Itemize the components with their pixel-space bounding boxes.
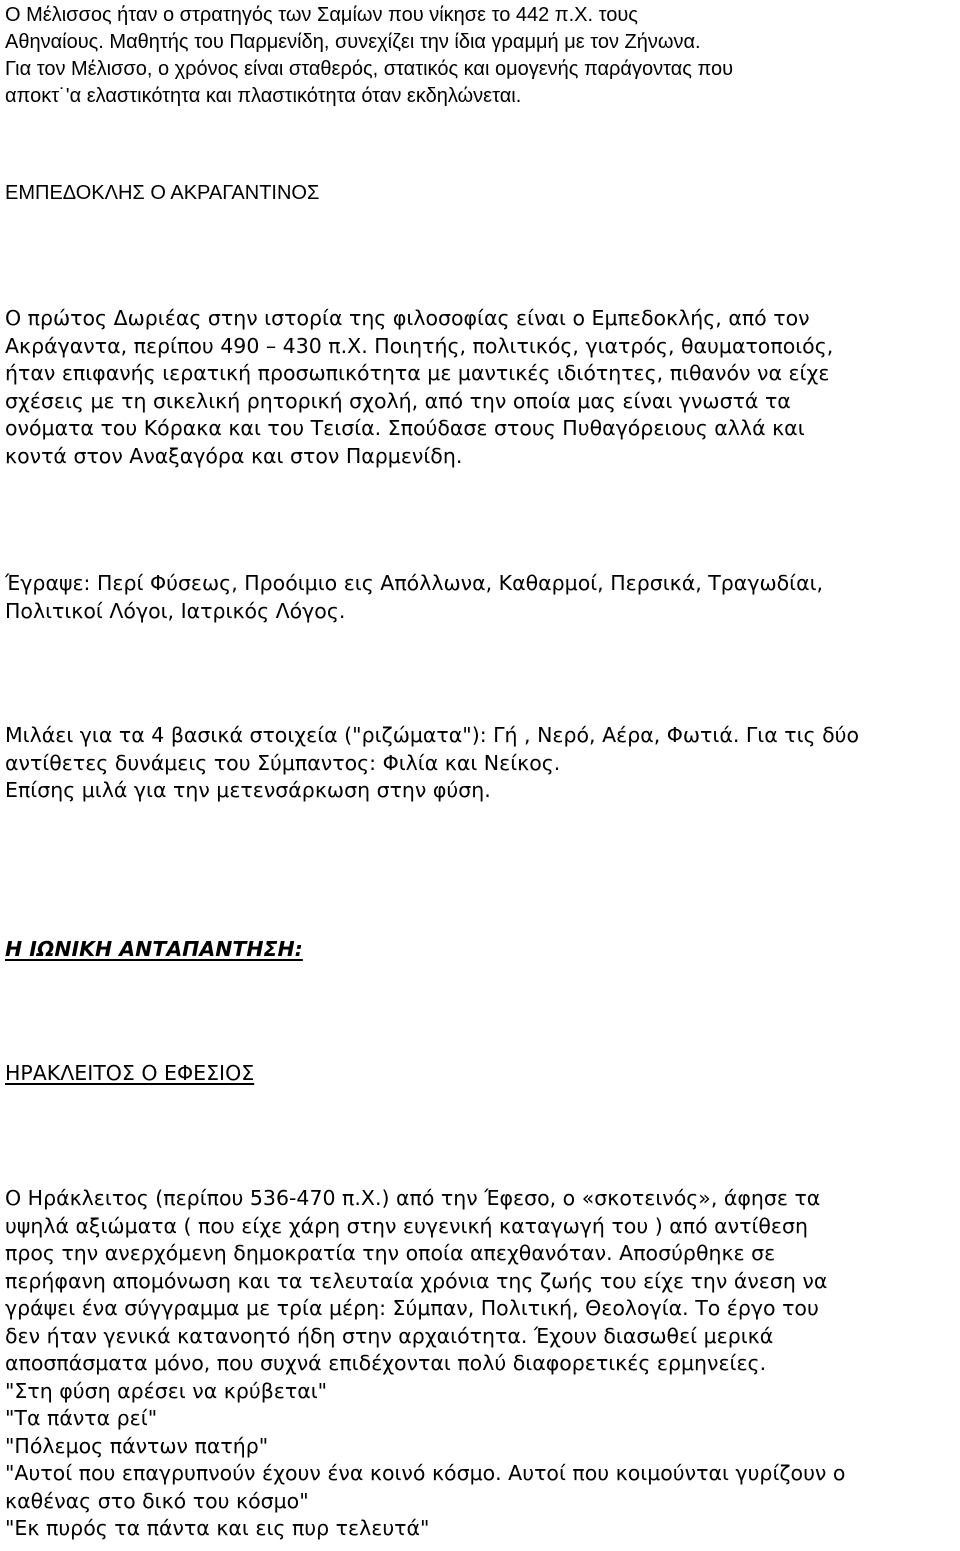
empedocles-works-paragraph (5, 570, 960, 625)
bio-line: σχέσεις με τη σικελική ρητορική σχολή, από την οποία μας είναι γνωστά τα (5, 388, 791, 413)
elements-line: Επίσης μιλά για την μετενσάρκωση στην φύση. (5, 778, 491, 802)
empedocles-elements-paragraph (5, 722, 960, 805)
bio-line: Ακράγαντα, περίπου 490 – 430 π.Χ. Ποιητής, πολιτικός, γιατρός, θαυματοποιός, (5, 333, 834, 358)
intro-line: αποκτ˙'α ελαστικότητα και πλαστικότητα όταν εκδηλώνεται. (5, 85, 522, 107)
heraclitus-bio-line: αποσπάσματα μόνο, που συχνά επιδέχονται πολύ διαφορετικές ερμηνείες. (5, 1351, 767, 1375)
heraclitus-heading (5, 1060, 960, 1088)
heraclitus-quote: "Τα πάντα ρεί" (5, 1406, 158, 1430)
heraclitus-bio-line: περήφανη απομόνωση και τα τελευταία χρόνια της ζωής του είχε την άνεση να (5, 1268, 828, 1293)
elements-line: αντίθετες δυνάμεις του Σύμπαντος: Φιλία και Νείκος. (5, 750, 561, 775)
bio-line: ήταν επιφανής ιερατική προσωπικότητα με μαντικές ιδιότητες, πιθανόν να είχε (5, 361, 830, 385)
heraclitus-bio-line: προς την ανερχόμενη δημοκρατία την οποία απεχθανόταν. Αποσύρθηκε σε (5, 1241, 776, 1265)
bio-line: Ο πρώτος Δωριέας στην ιστορία της φιλοσοφίας είναι ο Εμπεδοκλής, από τον (5, 306, 810, 330)
heraclitus-bio-line: γράψει ένα σύγγραμμα με τρία μέρη: Σύμπαν, Πολιτική, Θεολογία. Το έργο του (5, 1296, 819, 1320)
intro-line: Αθηναίους. Μαθητής του Παρμενίδη, συνεχίζει την ίδια γραμμή με τον Ζήνωνα. (5, 31, 701, 53)
elements-line: Μιλάει για τα 4 βασικά στοιχεία ("ριζώματα"): Γή , Νερό, Αέρα, Φωτιά. Για τις δύο (5, 723, 860, 747)
heraclitus-quote: "Εκ πυρός τα πάντα και εις πυρ τελευτά" (5, 1516, 430, 1540)
heraclitus-bio-paragraph (5, 1185, 960, 1543)
intro-line: Για τον Μέλισσο, ο χρόνος είναι σταθερός, στατικός και ομογενής παράγοντας που (5, 58, 734, 80)
intro-line: Ο Μέλισσος ήταν ο στρατηγός των Σαμίων που νίκησε το 442 π.Χ. τους (5, 4, 638, 26)
works-line: Πολιτικοί Λόγοι, Ιατρικός Λόγος. (5, 598, 346, 623)
heraclitus-quote: "Πόλεμος πάντων πατήρ" (5, 1433, 269, 1458)
ionian-response-heading (5, 936, 960, 964)
heraclitus-quote: "Αυτοί που επαγρυπνούν έχουν ένα κοινό κόσμο. Αυτοί που κοιμούνται γυρίζουν ο (5, 1461, 846, 1485)
works-line: Έγραψε: Περί Φύσεως, Προόιμιο εις Απόλλωνα, Καθαρμοί, Περσικά, Τραγωδίαι, (5, 571, 824, 595)
bio-line: κοντά στον Αναξαγόρα και στον Παρμενίδη. (5, 443, 463, 468)
empedocles-heading: ΕΜΠΕΔΟΚΛΗΣ Ο ΑΚΡΑΓΑΝΤΙΝΟΣ (5, 182, 320, 204)
heraclitus-quote: "Στη φύση αρέσει να κρύβεται" (5, 1378, 328, 1403)
bio-line: ονόματα του Κόρακα και του Τεισία. Σπούδασε στους Πυθαγόρειους αλλά και (5, 416, 805, 440)
heraclitus-bio-line: υψηλά αξιώματα ( που είχε χάρη στην ευγενική καταγωγή του ) από αντίθεση (5, 1213, 808, 1238)
ionian-heading-text: Η ΙΩΝΙΚΗ ΑΝΤΑΠΑΝΤΗΣΗ: (5, 937, 303, 961)
heraclitus-quote: καθένας στο δικό του κόσμο" (5, 1488, 309, 1513)
heraclitus-bio-line: Ο Ηράκλειτος (περίπου 536-470 π.Χ.) από την Έφεσο, ο «σκοτεινός», άφησε τα (5, 1186, 821, 1210)
heraclitus-bio-line: δεν ήταν γενικά κατανοητό ήδη στην αρχαιότητα. Έχουν διασωθεί μερικά (5, 1323, 774, 1348)
intro-paragraph (5, 2, 960, 110)
heraclitus-heading-text: ΗΡΑΚΛΕΙΤΟΣ Ο ΕΦΕΣΙΟΣ (5, 1061, 255, 1085)
empedocles-bio-paragraph (5, 305, 960, 470)
